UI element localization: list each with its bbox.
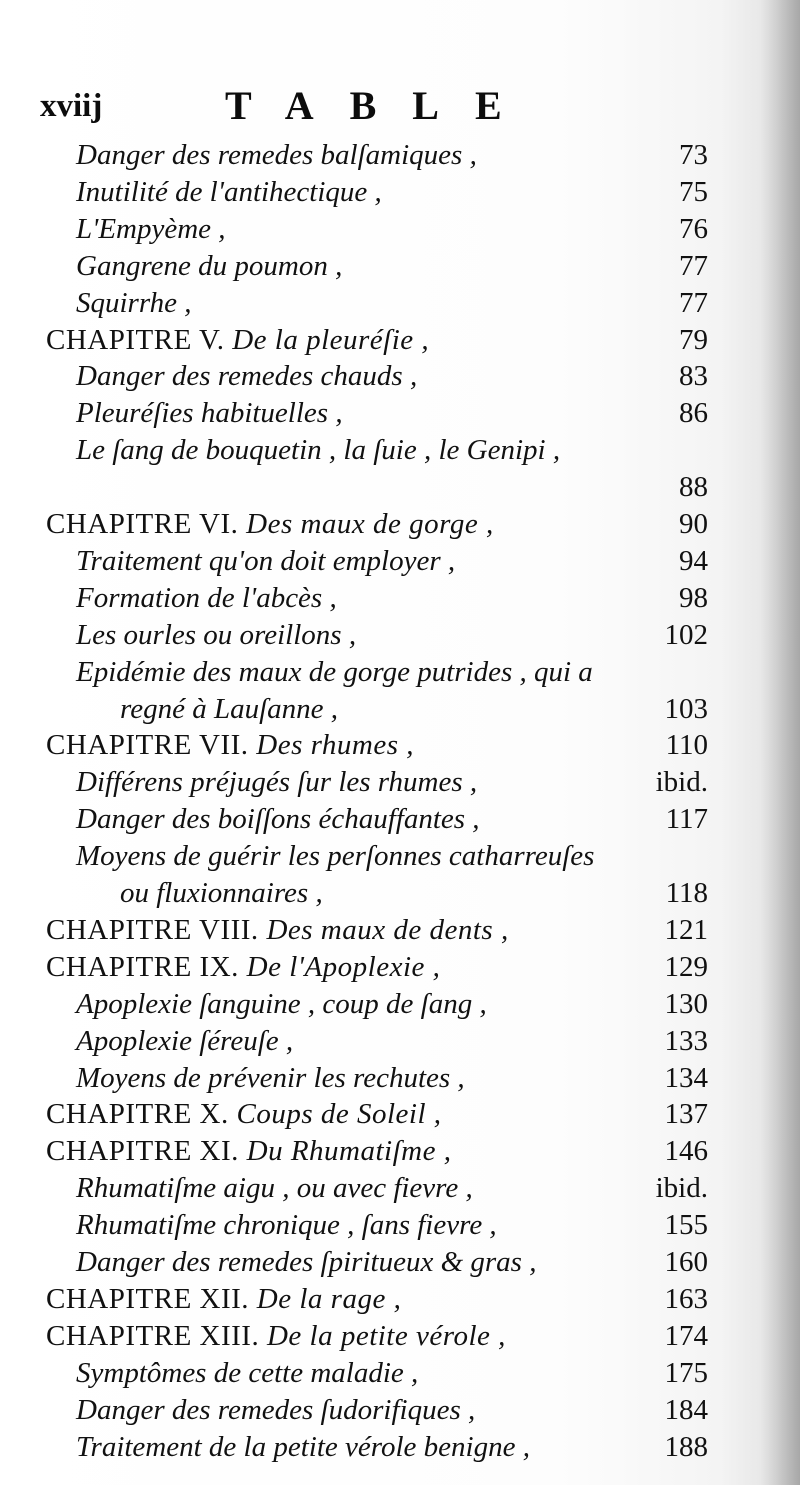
toc-page-number: 121 <box>664 913 708 946</box>
toc-entry-text: Symptômes de cette maladie , <box>76 1356 419 1389</box>
toc-chapter-row <box>0 321 800 359</box>
toc-page-number: 130 <box>664 987 708 1020</box>
toc-page-number: 137 <box>664 1098 708 1131</box>
toc-chapter-heading <box>46 911 509 949</box>
toc-entry-text: Apoplexie ſéreuſe , <box>76 1024 294 1057</box>
toc-chapter-heading <box>46 505 494 543</box>
toc-entry-text: Différens préjugés ſur les rhumes , <box>76 766 478 799</box>
toc-chapter-heading <box>46 1095 442 1133</box>
toc-entry-text: Pleuréſies habituelles , <box>76 397 343 430</box>
chapter-label: CHAPITRE XI. <box>46 1135 239 1168</box>
toc-page-number: 155 <box>664 1209 708 1242</box>
toc-section-row <box>0 874 800 912</box>
chapter-title: Des rhumes , <box>256 729 414 762</box>
toc-page-number: 88 <box>679 471 708 504</box>
toc-page-number: 77 <box>679 249 708 282</box>
toc-section-row <box>0 247 800 285</box>
toc-section-row <box>0 837 800 875</box>
toc-section-row <box>0 136 800 174</box>
chapter-label: CHAPITRE IX. <box>46 950 239 983</box>
chapter-title: Des maux de dents , <box>266 913 509 946</box>
toc-section-row <box>0 210 800 248</box>
chapter-label: CHAPITRE X. <box>46 1098 229 1131</box>
toc-section-row <box>0 653 800 691</box>
toc-section-row <box>0 1206 800 1244</box>
toc-chapter-row <box>0 505 800 543</box>
toc-entry-text: Les ourles ou oreillons , <box>76 618 357 651</box>
toc-chapter-heading <box>46 726 414 764</box>
toc-section-row <box>0 1391 800 1429</box>
toc-chapter-row <box>0 911 800 949</box>
toc-entry-text: Moyens de prévenir les rechutes , <box>76 1061 465 1094</box>
toc-page-number: 103 <box>664 692 708 725</box>
toc-page-number: ibid. <box>655 766 708 799</box>
toc-chapter-row <box>0 1317 800 1355</box>
toc-page-number: 94 <box>679 544 708 577</box>
toc-section-row <box>0 173 800 211</box>
toc-page-number: 75 <box>679 175 708 208</box>
toc-entry-text: Inutilité de l'antihectique , <box>76 175 382 208</box>
toc-entry-text: Danger des remedes ſpiritueux & gras , <box>76 1246 537 1278</box>
toc-chapter-row <box>0 1280 800 1318</box>
toc-page-number: 175 <box>664 1356 708 1389</box>
toc-chapter-row <box>0 1095 800 1133</box>
toc-entry-text: Formation de l'abcès , <box>76 581 337 614</box>
chapter-label: CHAPITRE VII. <box>46 729 249 762</box>
chapter-title: De la petite vérole , <box>266 1319 506 1352</box>
toc-entry-text: Traitement qu'on doit employer , <box>76 544 456 577</box>
page-folio: xviij <box>40 88 103 124</box>
toc-section-row <box>0 1243 800 1281</box>
toc-entry-text: Danger des remedes balſamiques , <box>76 139 477 171</box>
chapter-label: CHAPITRE VI. <box>46 508 239 540</box>
chapter-label: CHAPITRE V. <box>46 323 225 356</box>
toc-page-number: 79 <box>679 323 708 356</box>
toc-section-row <box>0 1022 800 1060</box>
running-title: TABLE <box>225 83 538 128</box>
toc-page-number: 133 <box>664 1024 708 1057</box>
toc-page-number: 129 <box>664 950 708 983</box>
toc-section-row <box>0 394 800 432</box>
toc-chapter-heading <box>46 948 440 986</box>
toc-page-number: 73 <box>679 139 708 171</box>
toc-section-row <box>0 800 800 838</box>
toc-chapter-row <box>0 948 800 986</box>
toc-page-number: 184 <box>664 1393 708 1426</box>
toc-page-number: 163 <box>664 1282 708 1315</box>
toc-section-row <box>0 1428 800 1466</box>
toc-chapter-row <box>0 1132 800 1170</box>
toc-entry-text: Squirrhe , <box>76 286 192 319</box>
toc-chapter-heading <box>46 321 429 359</box>
chapter-title: De la rage , <box>256 1282 402 1315</box>
toc-page-number: 76 <box>679 212 708 245</box>
toc-page-number: 86 <box>679 397 708 430</box>
toc-section-row <box>0 431 800 469</box>
toc-page-number: 146 <box>664 1135 708 1168</box>
toc-section-row <box>0 1059 800 1097</box>
toc-page-number: 77 <box>679 286 708 319</box>
toc-entry-text: regné à Lauſanne , <box>120 692 339 725</box>
toc-entry-text: Traitement de la petite vérole benigne , <box>76 1430 530 1463</box>
toc-page-number: 102 <box>664 618 708 651</box>
toc-page-number: 118 <box>665 877 708 909</box>
toc-entry-text: Epidémie des maux de gorge putrides , qui a <box>76 655 593 688</box>
chapter-title: Des maux de gorge , <box>246 508 494 540</box>
toc-entry-text: Moyens de guérir les perſonnes catharreuſes <box>76 840 595 873</box>
toc-entry-text: L'Empyème , <box>76 212 226 245</box>
toc-chapter-row <box>0 726 800 764</box>
toc-chapter-heading <box>46 1280 401 1318</box>
chapter-title: De l'Apoplexie , <box>246 950 441 983</box>
toc-page-number: 134 <box>664 1061 708 1094</box>
toc-page-number: 98 <box>679 581 708 614</box>
toc-section-row <box>0 985 800 1023</box>
toc-page-number: 110 <box>665 729 708 762</box>
toc-chapter-heading <box>46 1317 506 1355</box>
toc-section-row <box>0 616 800 654</box>
toc-entry-text: Danger des boiſſons échauffantes , <box>76 803 480 836</box>
chapter-title: Du Rhumatiſme , <box>246 1135 452 1168</box>
toc-section-row <box>0 468 800 506</box>
toc-entry-text: Rhumatiſme aigu , ou avec fievre , <box>76 1172 473 1205</box>
toc-entry-text: Apoplexie ſanguine , coup de ſang , <box>76 987 487 1020</box>
toc-page-number: 90 <box>679 508 708 540</box>
toc-section-row <box>0 579 800 617</box>
toc-section-row <box>0 763 800 801</box>
toc-entry-text: Danger des remedes chauds , <box>76 360 418 393</box>
toc-page-number: ibid. <box>655 1172 708 1205</box>
toc-entry-text: ou fluxionnaires , <box>120 877 323 909</box>
toc-section-row <box>0 690 800 728</box>
toc-section-row <box>0 1169 800 1207</box>
toc-entry-text: Le ſang de bouquetin , la ſuie , le Genipi , <box>76 434 561 467</box>
toc-entry-text: Gangrene du poumon , <box>76 249 343 282</box>
toc-page-number: 160 <box>664 1246 708 1278</box>
chapter-label: CHAPITRE XII. <box>46 1282 250 1315</box>
chapter-label: CHAPITRE XIII. <box>46 1319 260 1352</box>
toc-page-number: 83 <box>679 360 708 393</box>
toc-page-number: 188 <box>664 1430 708 1463</box>
toc-page-number: 117 <box>665 803 708 836</box>
toc-section-row <box>0 1354 800 1392</box>
chapter-title: Coups de Soleil , <box>236 1098 442 1131</box>
toc-section-row <box>0 357 800 395</box>
toc-entry-text: Danger des remedes ſudorifiques , <box>76 1393 476 1426</box>
toc-page-number: 174 <box>664 1319 708 1352</box>
toc-section-row <box>0 284 800 322</box>
page-header <box>40 82 740 132</box>
chapter-title: De la pleuréſie , <box>232 323 430 356</box>
toc-entry-text: Rhumatiſme chronique , ſans fievre , <box>76 1209 497 1242</box>
chapter-label: CHAPITRE VIII. <box>46 913 259 946</box>
toc-chapter-heading <box>46 1132 451 1170</box>
toc-section-row <box>0 542 800 580</box>
